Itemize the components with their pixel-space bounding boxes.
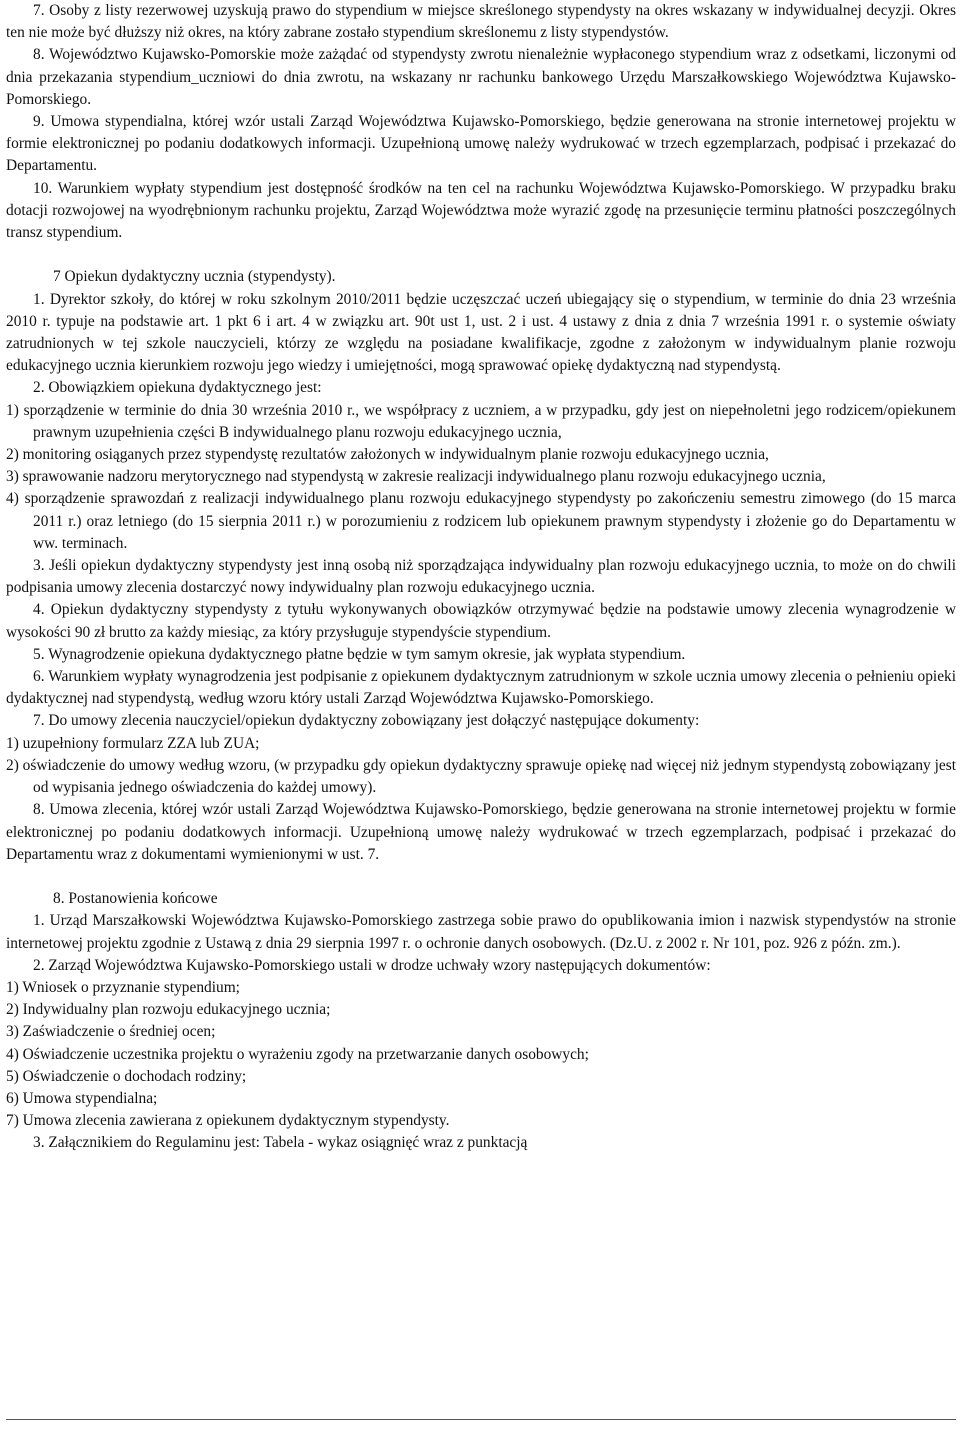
spacer	[6, 244, 956, 266]
section-8-point-2: 2. Zarząd Województwa Kujawsko-Pomorskiego ustali w drodze uchwały wzory następujących dokumentów:	[33, 956, 711, 974]
list-item: 2) oświadczenie do umowy według wzoru, (w przypadku gdy opiekun dydaktyczny sprawuje opiekę nad więcej niż jednym stypendystą zobowiązany jest od wypisania jednego oświadczenia do każdej umowy).	[6, 756, 956, 797]
footer-divider	[6, 1419, 956, 1420]
list-item: 4) sporządzenie sprawozdań z realizacji indywidualnego planu rozwoju edukacyjnego stypendysty po zakończeniu semestru zimowego (do 15 marca 2011 r.) oraz letniego (do 15 sierpnia 2011 r.) w porozumieniu z rodzicem lub opiekunem prawnym stypendysty i złożenie go do Departamentu w ww. terminach.	[6, 490, 956, 552]
list-item: 6) Umowa stypendialna;	[6, 1089, 158, 1107]
list-item: 3) sprawowanie nadzoru merytorycznego nad stypendystą w zakresie realizacji indywidualnego planu rozwoju edukacyjnego ucznia,	[6, 468, 826, 486]
list-item: 7) Umowa zlecenia zawierana z opiekunem dydaktycznym stypendysty.	[6, 1112, 450, 1130]
paragraph-10: 10. Warunkiem wypłaty stypendium jest dostępność środków na ten cel na rachunku Województwa Kujawsko-Pomorskiego. W przypadku braku dotacji rozwojowej na wyodrębnionym rachunku projektu, Zarząd Województwa może wyrazić zgodę na przesunięcie terminu płatności poszczególnych transz stypendium.	[6, 179, 956, 242]
list-item: 1) Wniosek o przyznanie stypendium;	[6, 978, 240, 996]
section-7-point-4: 4. Opiekun dydaktyczny stypendysty z tytułu wykonywanych obowiązków otrzymywać będzie na podstawie umowy zlecenia wynagrodzenie w wysokości 90 zł brutto za każdy miesiąc, za który przysługuje stypendyście stypendium.	[6, 601, 956, 641]
list-item: 2) monitoring osiąganych przez stypendystę rezultatów założonych w indywidualnym planie rozwoju edukacyjnego ucznia,	[6, 446, 769, 464]
paragraph-7: 7. Osoby z listy rezerwowej uzyskują prawo do stypendium w miejsce skreślonego stypendysty na okres wskazany w indywidualnej decyzji. Okres ten nie może być dłuższy niż okres, na który zabrane zostało stypendium skreślonemu z listy stypendystów.	[6, 2, 956, 42]
list-item: 1) uzupełniony formularz ZZA lub ZUA;	[6, 734, 260, 752]
list-item: 3) Zaświadczenie o średniej ocen;	[6, 1023, 216, 1041]
section-heading-7: 7 Opiekun dydaktyczny ucznia (stypendysty).	[53, 268, 336, 286]
section-8-point-3: 3. Załącznikiem do Regulaminu jest: Tabela - wykaz osiągnięć wraz z punktacją	[33, 1134, 528, 1152]
paragraph-9: 9. Umowa stypendialna, której wzór ustali Zarząd Województwa Kujawsko-Pomorskiego, będzie generowana na stronie internetowej projektu w formie elektronicznej po podaniu dodatkowych informacji. Uzupełnioną umowę należy wydrukować w trzech egzemplarzach, podpisać i przekazać do Departamentu.	[6, 113, 956, 175]
section-7-point-8: 8. Umowa zlecenia, której wzór ustali Zarząd Województwa Kujawsko-Pomorskiego, będzie generowana na stronie internetowej projektu w formie elektronicznej po podaniu dodatkowych informacji. Uzupełnioną umowę należy wydrukować w trzech egzemplarzach, podpisać i przekazać do Departamentu wraz z dokumentami wymienionymi w ust. 7.	[6, 801, 956, 863]
section-heading-8: 8. Postanowienia końcowe	[53, 890, 218, 908]
section-8-point-1: 1. Urząd Marszałkowski Województwa Kujawsko-Pomorskiego zastrzega sobie prawo do opublikowania imion i nazwisk stypendystów na stronie internetowej projektu zgodnie z Ustawą z dnia 29 sierpnia 1997 r. o ochronie danych osobowych. (Dz.U. z 2002 r. Nr 101, poz. 926 z późn. zm.).	[6, 912, 956, 952]
list-item: 4) Oświadczenie uczestnika projektu o wyrażeniu zgody na przetwarzanie danych osobowych;	[6, 1045, 589, 1063]
section-7-point-3: 3. Jeśli opiekun dydaktyczny stypendysty jest inną osobą niż sporządzająca indywidualny plan rozwoju edukacyjnego ucznia, to może on do chwili podpisania umowy zlecenia dostarczyć nowy indywidualny plan rozwoju edukacyjnego ucznia.	[6, 557, 956, 597]
section-7-point-5: 5. Wynagrodzenie opiekuna dydaktycznego płatne będzie w tym samym okresie, jak wypłata stypendium.	[33, 645, 686, 663]
section-7-point-6: 6. Warunkiem wypłaty wynagrodzenia jest podpisanie z opiekunem dydaktycznym zatrudnionym w szkole ucznia umowy zlecenia o pełnieniu opieki dydaktycznej nad stypendystą, według wzoru który ustali Zarząd Województwa Kujawsko-Pomorskiego.	[6, 668, 956, 708]
list-item: 2) Indywidualny plan rozwoju edukacyjnego ucznia;	[6, 1001, 331, 1019]
spacer	[6, 866, 956, 888]
list-item: 5) Oświadczenie o dochodach rodziny;	[6, 1067, 247, 1085]
paragraph-8: 8. Województwo Kujawsko-Pomorskie może zażądać od stypendysty zwrotu nienależnie wypłaconego stypendium wraz z odsetkami, liczonymi od dnia przekazania stypendium_uczniowi do dnia zwrotu, na wskazany nr rachunku bankowego Urzędu Marszałkowskiego Województwa Kujawsko-Pomorskiego.	[6, 46, 956, 108]
section-7-point-1: 1. Dyrektor szkoły, do której w roku szkolnym 2010/2011 będzie uczęszczać uczeń ubiegający się o stypendium, w terminie do dnia 23 września 2010 r. typuje na podstawie art. 1 pkt 6 i art. 4 w związku art. 90t ust 1, ust. 2 i ust. 4 ustawy z dnia z dnia 7 września 1991 r. o systemie oświaty zatrudnionych w tej szkole nauczycieli, którzy ze względu na posiadane kwalifikacje, zgodne z założonym w indywidualnym planie rozwoju edukacyjnego ucznia kierunkiem rozwoju jego wiedzy i umiejętności, mogą sprawować opiekę dydaktyczną nad stypendystą.	[6, 290, 956, 375]
section-7-point-2: 2. Obowiązkiem opiekuna dydaktycznego jest:	[33, 379, 322, 397]
list-item: 1) sporządzenie w terminie do dnia 30 września 2010 r., we współpracy z uczniem, a w przypadku, gdy jest on niepełnoletni jego rodzicem/opiekunem prawnym uzupełnienia części B indywidualnego planu rozwoju edukacyjnego ucznia,	[6, 401, 956, 441]
section-7-point-7: 7. Do umowy zlecenia nauczyciel/opiekun dydaktyczny zobowiązany jest dołączyć następujące dokumenty:	[33, 712, 700, 730]
